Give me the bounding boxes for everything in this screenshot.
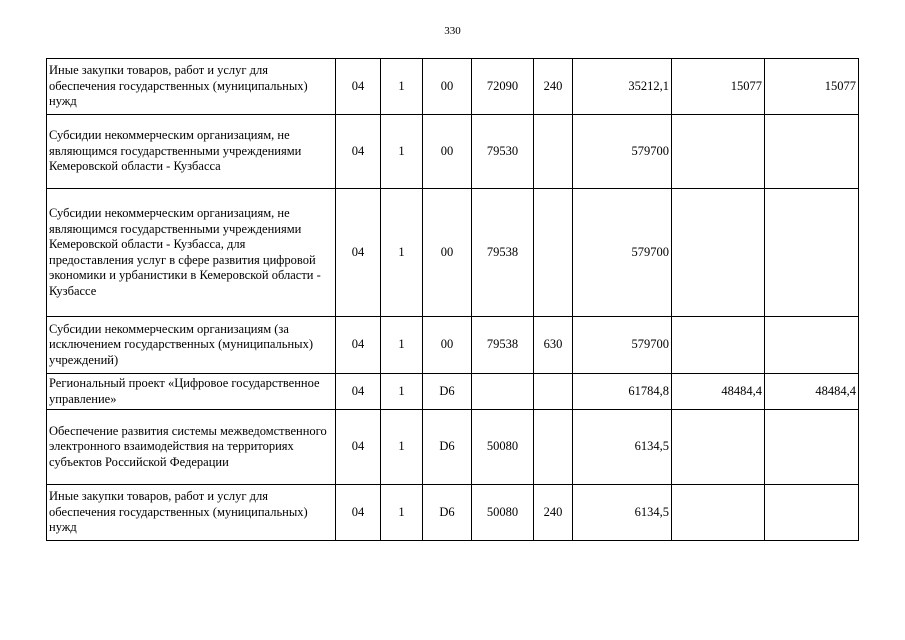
row-expense-type [534,410,573,485]
row-sum-3: 15077 [765,59,859,115]
row-target-code: 79530 [472,115,534,189]
row-expense-type [534,115,573,189]
row-expense-type: 240 [534,485,573,541]
row-subsection: 1 [381,317,423,374]
row-target-code: 50080 [472,485,534,541]
row-section: 04 [336,317,381,374]
row-subsection: 1 [381,410,423,485]
row-group: 00 [423,189,472,317]
row-name: Иные закупки товаров, работ и услуг для обеспечения государственных (муниципальных) нужд [47,59,336,115]
row-name: Субсидии некоммерческим организациям (за исключением государственных (муниципальных) учреждений) [47,317,336,374]
table-body [47,59,859,541]
row-section: 04 [336,410,381,485]
row-subsection: 1 [381,115,423,189]
row-subsection: 1 [381,374,423,410]
table-row [47,189,859,317]
row-sum-1: 579700 [573,115,672,189]
row-sum-2 [672,317,765,374]
row-sum-1: 61784,8 [573,374,672,410]
table-row [47,115,859,189]
row-name: Субсидии некоммерческим организациям, не являющимся государственными учреждениями Кемеровской области - Кузбасса, для предоставления услуг в сфере развития цифровой экономики и урбанистики в Кемеровской области - Кузбассе [47,189,336,317]
row-section: 04 [336,189,381,317]
row-subsection: 1 [381,59,423,115]
row-sum-2: 48484,4 [672,374,765,410]
row-sum-1: 6134,5 [573,410,672,485]
row-subsection: 1 [381,485,423,541]
row-group: D6 [423,374,472,410]
row-name: Обеспечение развития системы межведомственного электронного взаимодействия на территориях субъектов Российской Федерации [47,410,336,485]
table-row [47,317,859,374]
row-section: 04 [336,59,381,115]
row-sum-1: 579700 [573,189,672,317]
row-target-code: 79538 [472,317,534,374]
row-target-code [472,374,534,410]
row-group: 00 [423,317,472,374]
row-expense-type: 240 [534,59,573,115]
row-section: 04 [336,374,381,410]
row-target-code: 50080 [472,410,534,485]
table-row [47,485,859,541]
table-row [47,410,859,485]
row-sum-3 [765,115,859,189]
row-sum-2 [672,410,765,485]
row-section: 04 [336,115,381,189]
row-name: Иные закупки товаров, работ и услуг для обеспечения государственных (муниципальных) нужд [47,485,336,541]
row-sum-3 [765,317,859,374]
row-expense-type [534,374,573,410]
row-sum-3 [765,485,859,541]
row-sum-1: 579700 [573,317,672,374]
row-group: 00 [423,59,472,115]
row-expense-type: 630 [534,317,573,374]
row-sum-2 [672,115,765,189]
row-target-code: 72090 [472,59,534,115]
row-sum-2: 15077 [672,59,765,115]
row-sum-3: 48484,4 [765,374,859,410]
budget-table [46,58,859,541]
row-target-code: 79538 [472,189,534,317]
table-row [47,374,859,410]
row-sum-1: 35212,1 [573,59,672,115]
row-sum-1: 6134,5 [573,485,672,541]
row-name: Субсидии некоммерческим организациям, не являющимся государственными учреждениями Кемеровской области - Кузбасса [47,115,336,189]
table-row [47,59,859,115]
row-group: D6 [423,410,472,485]
row-sum-2 [672,189,765,317]
row-group: 00 [423,115,472,189]
row-sum-2 [672,485,765,541]
row-name: Региональный проект «Цифровое государственное управление» [47,374,336,410]
page-number: 330 [444,25,461,37]
row-group: D6 [423,485,472,541]
row-sum-3 [765,410,859,485]
row-section: 04 [336,485,381,541]
row-sum-3 [765,189,859,317]
row-expense-type [534,189,573,317]
row-subsection: 1 [381,189,423,317]
